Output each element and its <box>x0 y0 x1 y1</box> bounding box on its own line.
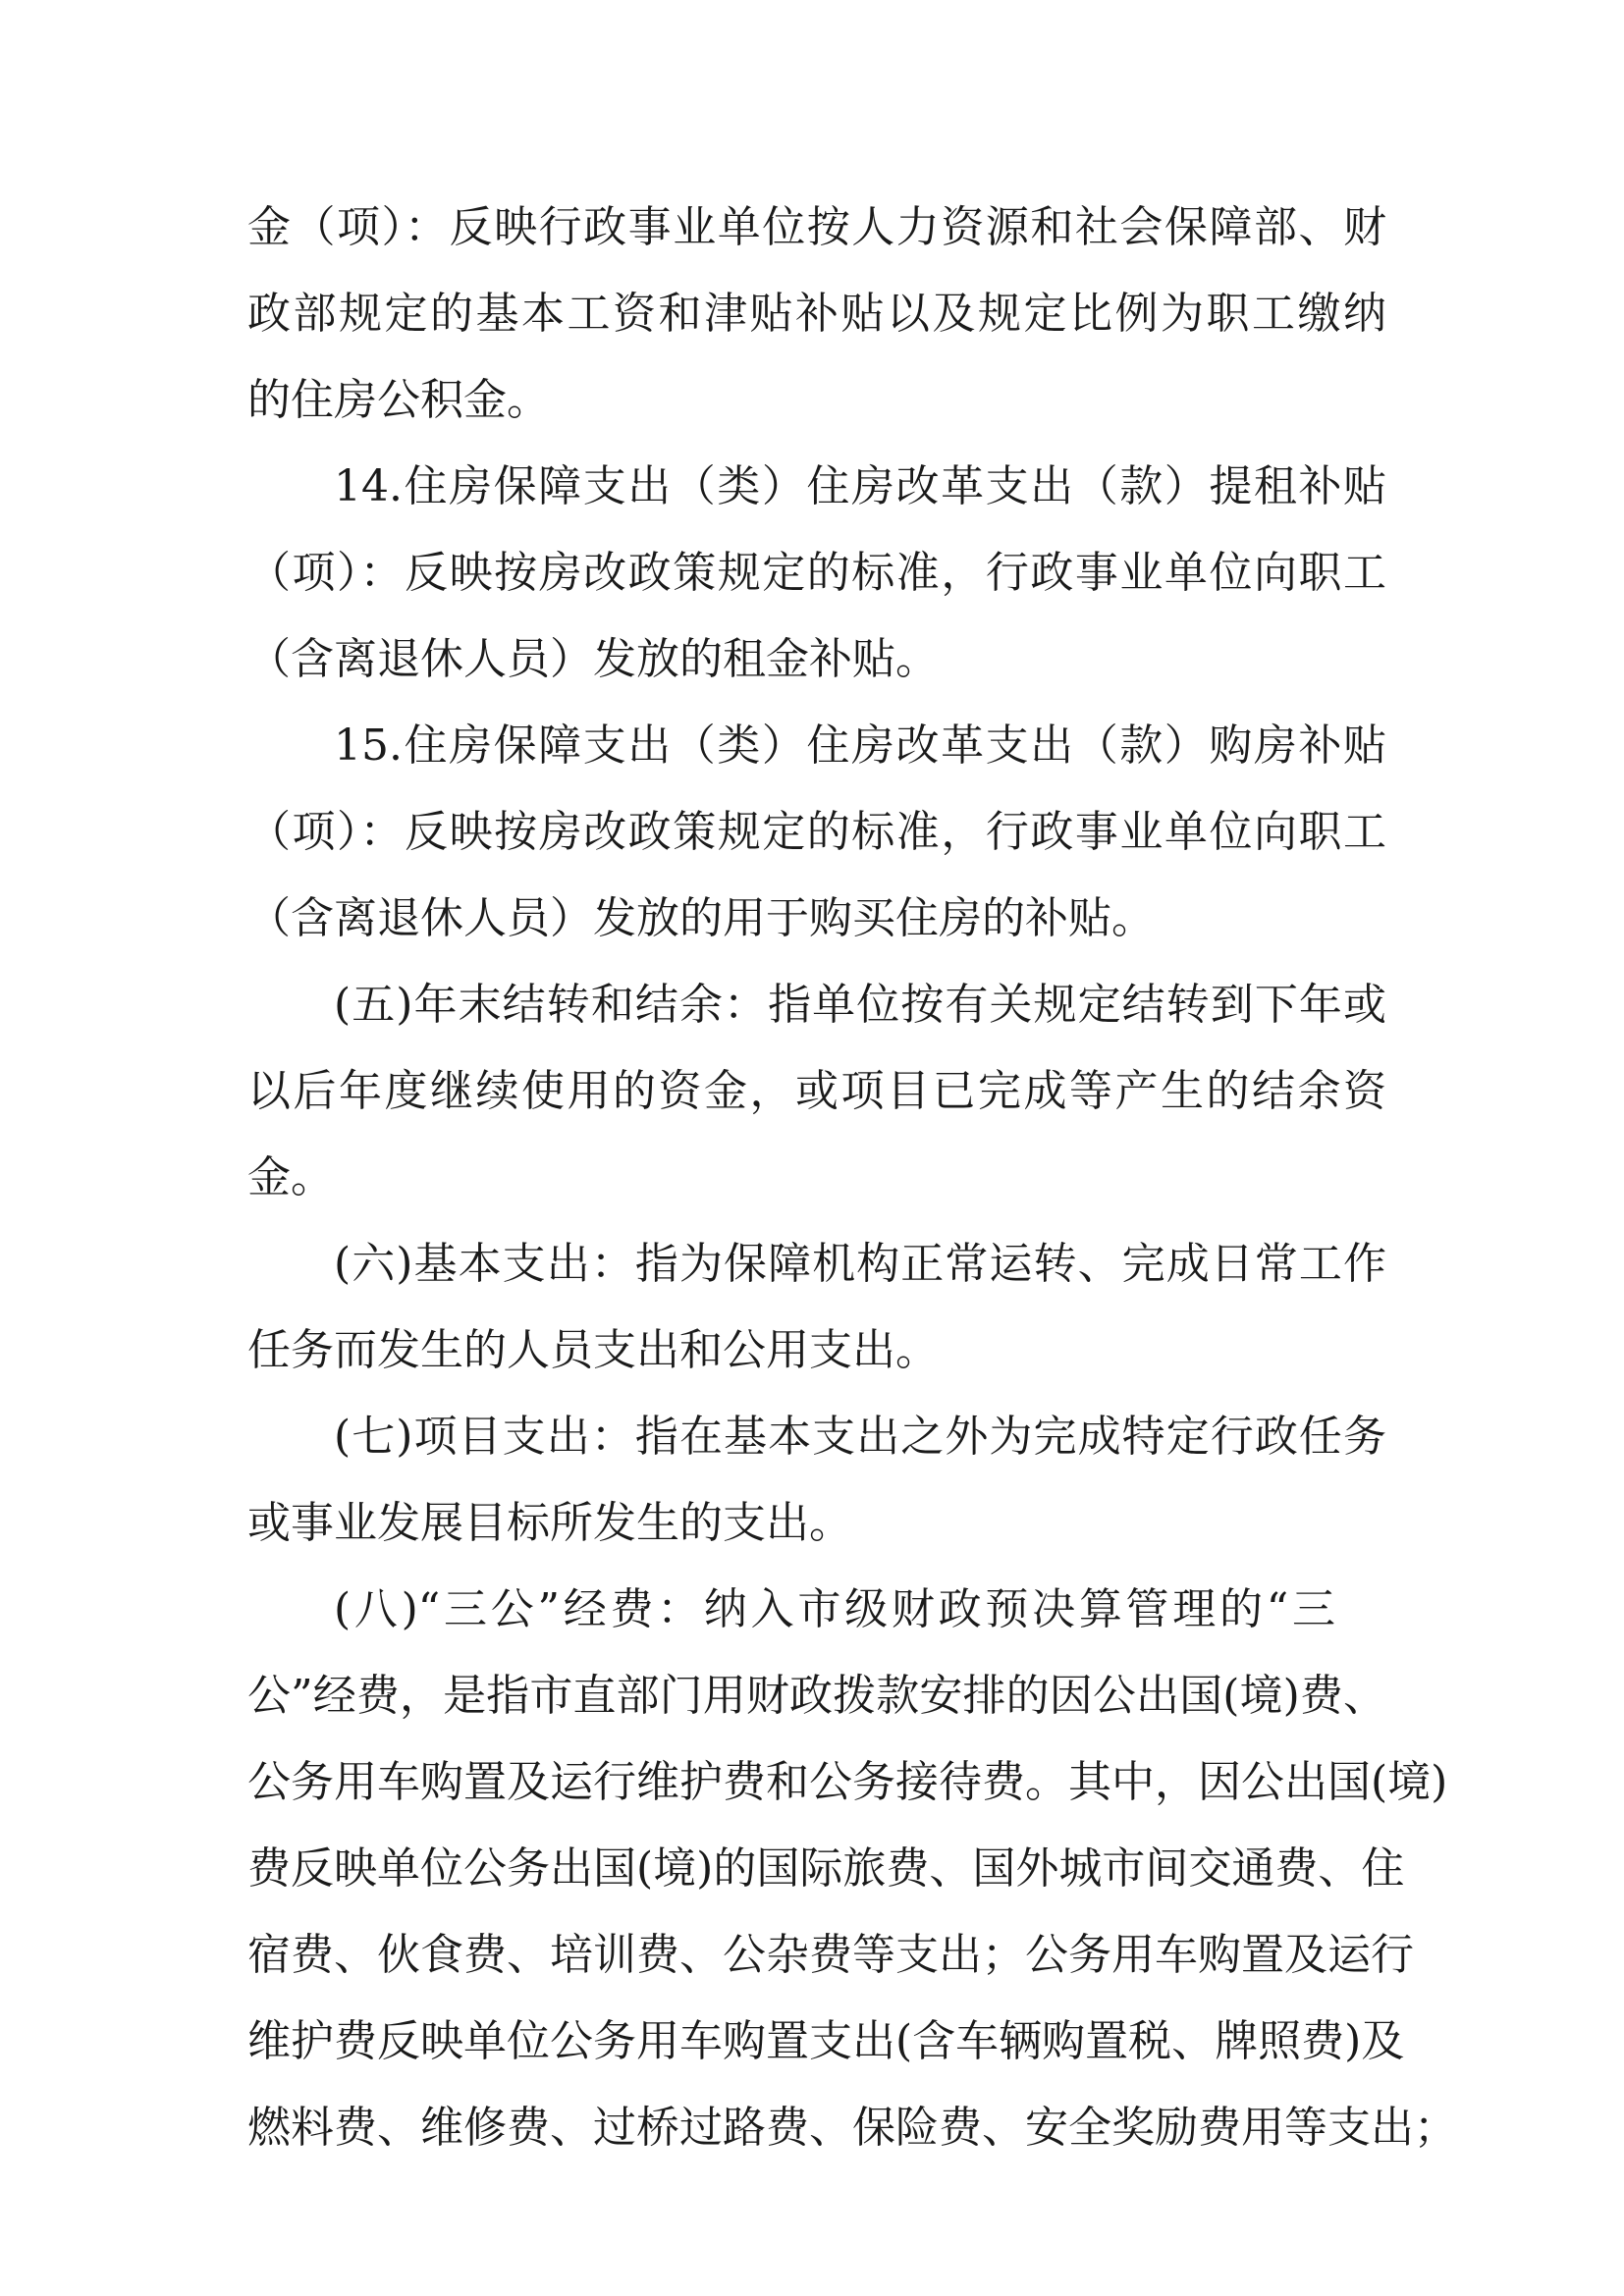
text-line: 或事业发展目标所发生的支出。 <box>247 1498 852 1548</box>
text-line: （含离退休人员）发放的用于购买住房的补贴。 <box>247 893 1155 943</box>
text-line: 维护费反映单位公务用车购置支出(含车辆购置税、牌照费)及 <box>247 2016 1405 2066</box>
text-line: 费反映单位公务出国(境)的国际旅费、国外城市间交通费、住 <box>247 1843 1405 1894</box>
text-line: 15.住房保障支出（类）住房改革支出（款）购房补贴 <box>334 721 1386 771</box>
text-line: （项）：反映按房改政策规定的标准，行政事业单位向职工 <box>247 807 1386 857</box>
text-line: 公”经费，是指市直部门用财政拨款安排的因公出国(境)费、 <box>247 1671 1386 1721</box>
text-line: 燃料费、维修费、过桥过路费、保险费、安全奖励费用等支出； <box>247 2103 1457 2153</box>
text-line: 金。 <box>247 1152 334 1202</box>
text-line: 政部规定的基本工资和津贴补贴以及规定比例为职工缴纳 <box>247 289 1386 339</box>
text-line: (五)年末结转和结余：指单位按有关规定结转到下年或 <box>334 980 1386 1030</box>
text-line: 以后年度继续使用的资金，或项目已完成等产生的结余资 <box>247 1066 1386 1116</box>
text-line: 14.住房保障支出（类）住房改革支出（款）提租补贴 <box>334 461 1386 511</box>
text-line: (八)“三公”经费：纳入市级财政预决算管理的“三 <box>334 1584 1335 1634</box>
text-line: 的住房公积金。 <box>247 375 550 425</box>
text-line: (七)项目支出：指在基本支出之外为完成特定行政任务 <box>334 1412 1386 1462</box>
text-line: 宿费、伙食费、培训费、公杂费等支出；公务用车购置及运行 <box>247 1930 1414 1980</box>
text-line: 金（项）：反映行政事业单位按人力资源和社会保障部、财 <box>247 202 1386 252</box>
text-line: 任务而发生的人员支出和公用支出。 <box>247 1325 939 1375</box>
text-line: （含离退休人员）发放的租金补贴。 <box>247 634 939 684</box>
text-line: 公务用车购置及运行维护费和公务接待费。其中，因公出国(境) <box>247 1757 1448 1807</box>
text-line: (六)基本支出：指为保障机构正常运转、完成日常工作 <box>334 1239 1386 1289</box>
text-line: （项）：反映按房改政策规定的标准，行政事业单位向职工 <box>247 548 1386 598</box>
